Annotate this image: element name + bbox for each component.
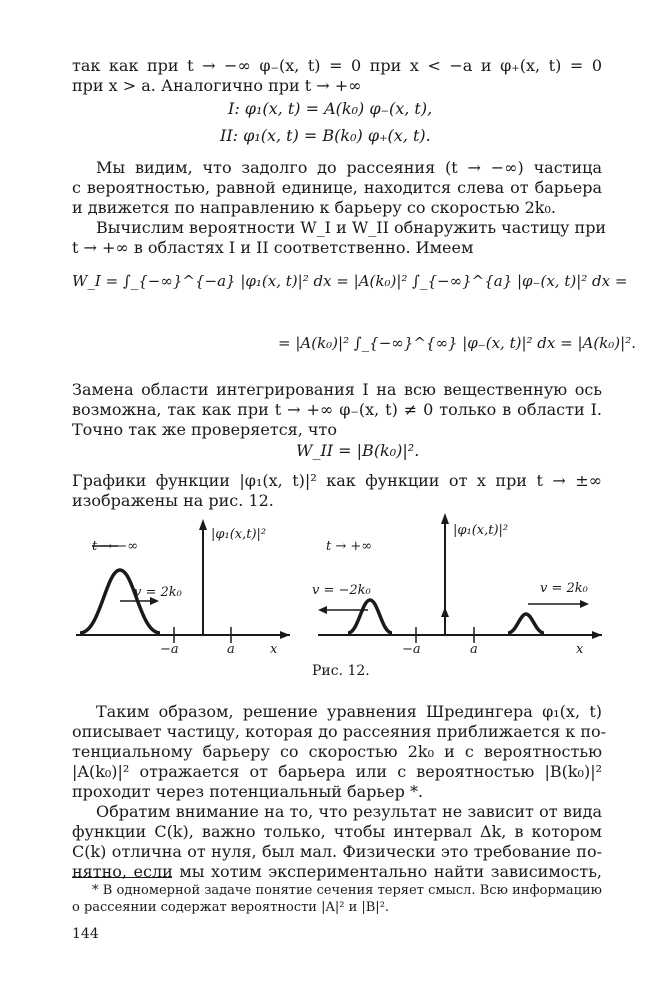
- paragraph-line: изображены на рис. 12.: [72, 491, 274, 510]
- equation-II: II: φ₁(x, t) = B(k₀) φ₊(x, t).: [220, 126, 431, 145]
- footnote-line: о рассеянии содержат вероятности |A|² и |B|².: [72, 900, 390, 915]
- paragraph-line: описывает частицу, которая до рассеяния приближается к по-: [72, 722, 607, 741]
- left-axis-label: |φ₁(x,t)|²: [211, 527, 267, 542]
- right-velocity-left-label: v = −2k₀: [312, 583, 371, 598]
- paragraph-line: |A(k₀)|² отражается от барьера или с вероятностью |B(k₀)|²: [72, 762, 602, 781]
- paragraph-line: t → +∞ в областях I и II соответственно. Имеем: [72, 238, 474, 257]
- paragraph-line: нятно, если мы хотим экспериментально найти зависимость,: [72, 862, 602, 881]
- paragraph-line: Мы видим, что задолго до рассеяния (t → −∞) частица: [96, 158, 602, 177]
- right-velocity-arrowhead-left: [318, 606, 327, 614]
- right-flux-arrowhead: [441, 607, 449, 617]
- paragraph-line: Таким образом, решение уравнения Шредингера φ₁(x, t): [96, 702, 602, 721]
- paragraph-line: Обратим внимание на то, что результат не зависит от вида: [96, 802, 602, 821]
- paragraph-line: с вероятностью, равной единице, находится слева от барьера: [72, 178, 602, 197]
- paragraph-line: при x > a. Аналогично при t → +∞: [72, 76, 362, 95]
- page-number: 144: [72, 926, 99, 942]
- right-time-label: t → +∞: [326, 539, 373, 554]
- paragraph-line: Графики функции |φ₁(x, t)|² как функции от x при t → ±∞: [72, 471, 602, 490]
- footnote-divider: [72, 877, 172, 878]
- right-velocity-arrowhead-right: [580, 600, 589, 608]
- left-tick-pos-label: a: [227, 642, 235, 657]
- equation-W1: W_I = ∫_{−∞}^{−a} |φ₁(x, t)|² dx = |A(k₀)|² ∫_{−∞}^{a} |φ₋(x, t)|² dx =: [72, 272, 628, 290]
- left-velocity-label: v = 2k₀: [134, 585, 182, 600]
- right-y-axis-arrowhead: [441, 513, 449, 524]
- right-velocity-right-label: v = 2k₀: [540, 581, 588, 596]
- paragraph-line: и движется по направлению к барьеру со скоростью 2k₀.: [72, 198, 556, 217]
- left-time-label: t → −∞: [92, 539, 139, 554]
- right-tick-pos-label: a: [470, 642, 478, 657]
- right-x-label: x: [576, 642, 584, 657]
- left-x-axis-arrowhead: [280, 631, 290, 639]
- paragraph-line: возможна, так как при t → +∞ φ₋(x, t) ≠ 0 только в области I.: [72, 400, 602, 419]
- right-reflected-packet: [348, 600, 392, 633]
- paragraph-line: Точно так же проверяется, что: [72, 420, 337, 439]
- paragraph-line: тенциальному барьеру со скоростью 2k₀ и с вероятностью: [72, 742, 602, 761]
- paragraph-line: Замена области интегрирования I на всю вещественную ось: [72, 380, 602, 399]
- left-y-axis-arrowhead: [199, 519, 207, 530]
- left-x-label: x: [270, 642, 278, 657]
- paragraph-line: проходит через потенциальный барьер *.: [72, 782, 424, 801]
- equation-W1-continued: = |A(k₀)|² ∫_{−∞}^{∞} |φ₋(x, t)|² dx = |A(k₀)|².: [278, 334, 636, 352]
- equation-W2: W_II = |B(k₀)|².: [296, 441, 420, 460]
- footnote-line: * В одномерной задаче понятие сечения теряет смысл. Всю информацию: [92, 883, 602, 898]
- paragraph-line: C(k) отлична от нуля, был мал. Физически это требование по-: [72, 842, 602, 861]
- right-tick-neg-label: −a: [402, 642, 421, 657]
- right-x-axis-arrowhead: [592, 631, 602, 639]
- right-axis-label: |φ₁(x,t)|²: [453, 523, 509, 538]
- paragraph-line: функции C(k), важно только, чтобы интервал Δk, в котором: [72, 822, 602, 841]
- right-transmitted-packet: [508, 614, 544, 633]
- figure-caption: Рис. 12.: [312, 663, 370, 679]
- left-tick-neg-label: −a: [160, 642, 179, 657]
- paragraph-line: так как при t → −∞ φ₋(x, t) = 0 при x < −a и φ₊(x, t) = 0: [72, 56, 602, 75]
- paragraph-line: Вычислим вероятности W_I и W_II обнаружить частицу при: [96, 218, 607, 237]
- equation-I: I: φ₁(x, t) = A(k₀) φ₋(x, t),: [228, 99, 433, 118]
